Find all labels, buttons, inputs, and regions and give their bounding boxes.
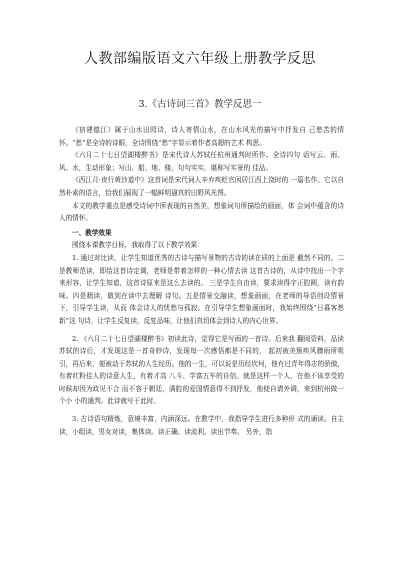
paragraph: 《宿建德江》属于山水田园诗，诗人寄情山水，在山水风光的描写中抒发自 己愁苦的情怀。“愁”是全诗的诗眼，全诗围绕“愁”字显示着作者高超的艺术 构思。	[59, 126, 344, 147]
section-subtitle: 3.《古诗词三首》教学反思一	[138, 99, 262, 110]
page-title: 人教部编版语文六年级上册教学反思	[84, 51, 316, 67]
section-heading: 一、教学效果	[72, 228, 112, 237]
list-item: 3. 古诗语句精炼，意境丰富，内涵深远。在教学中，我指导学生进行多种形 式的诵读。自主读，小组读，男女对读，集体读。读正确、读流利、读出节奏。 另外，指	[59, 415, 344, 436]
document-body	[59, 124, 344, 438]
list-item: 1. 通过对比读，让学生知道优秀的古诗与描写景物的古诗的读在质的上面是 截然不同的。二是教师范读，即给这首诗定调，老师是带着怎样的一种心情去读 这首古诗的，从诗中找出一个字来形容，让学生知道，这首诗原来是这么去读的。 三是学生自由读，要求读得字正腔圆，读有韵味。四是精读，做到在读中去理解 诗句。五是情景交融读，想象画面，在老师的导语创设情景下，引导学生读，从而 体会诗人的忧愁与孤寂。在引导学生想象画面时，我始终围绕“日暮客愁新”这 句诗，让学生反复读，反复品味，让他们真切体会到诗人的内心世界。	[59, 253, 344, 325]
paragraph: 本文的教学重点是感受诗词中所表现的自然美，想象词句所描绘的画面，体 会词中蕴含的诗人的情怀。	[59, 201, 344, 223]
paragraph: 《六月二十七日望湖楼醉书》是宋代诗人苏轼任杭州通判时所作。全诗四句 话写云、雨、风、水，生动形象；写山、船、地、楼，句句实实，堪称写实景的 佳品。	[59, 151, 344, 172]
list-item: 2. 《六月二十七日望湖楼醉书》初读此诗，觉得它是写雨的一首诗。后来我 翻阅资料，品读苏轼的诗后，才发现这是一首奇妙诗，发现每一次感悟都是不同的， 起初被美簇疾风骤雨所吸引，再后来，便被动于苏轼的人生经历。他的一生，可以说是历经坎坷，他有过青年得志的骄傲，有着红粉佳人的诗意人生，有着才高 八斗、学富五车的自信。就是这样一个人，在他不该享受的时候却因为政见不合 而不容于朝廷，满腔的爱国情意得不到抒发，他便自请外调，来到杭州做一个小 小的通判。此诗就写于此时。	[59, 334, 344, 406]
paragraph: 《西江月·夜行黄沙道中》这首词是宋代词人辛弃疾贬官闲居江西上饶时的 一篇名作。它以自然朴素的语言，恰我们展现了一幅鲜明逼真的田野风光图。	[59, 176, 344, 197]
paragraph: 围绕本课教学目标，我取得了以下教学效果：	[72, 241, 204, 250]
